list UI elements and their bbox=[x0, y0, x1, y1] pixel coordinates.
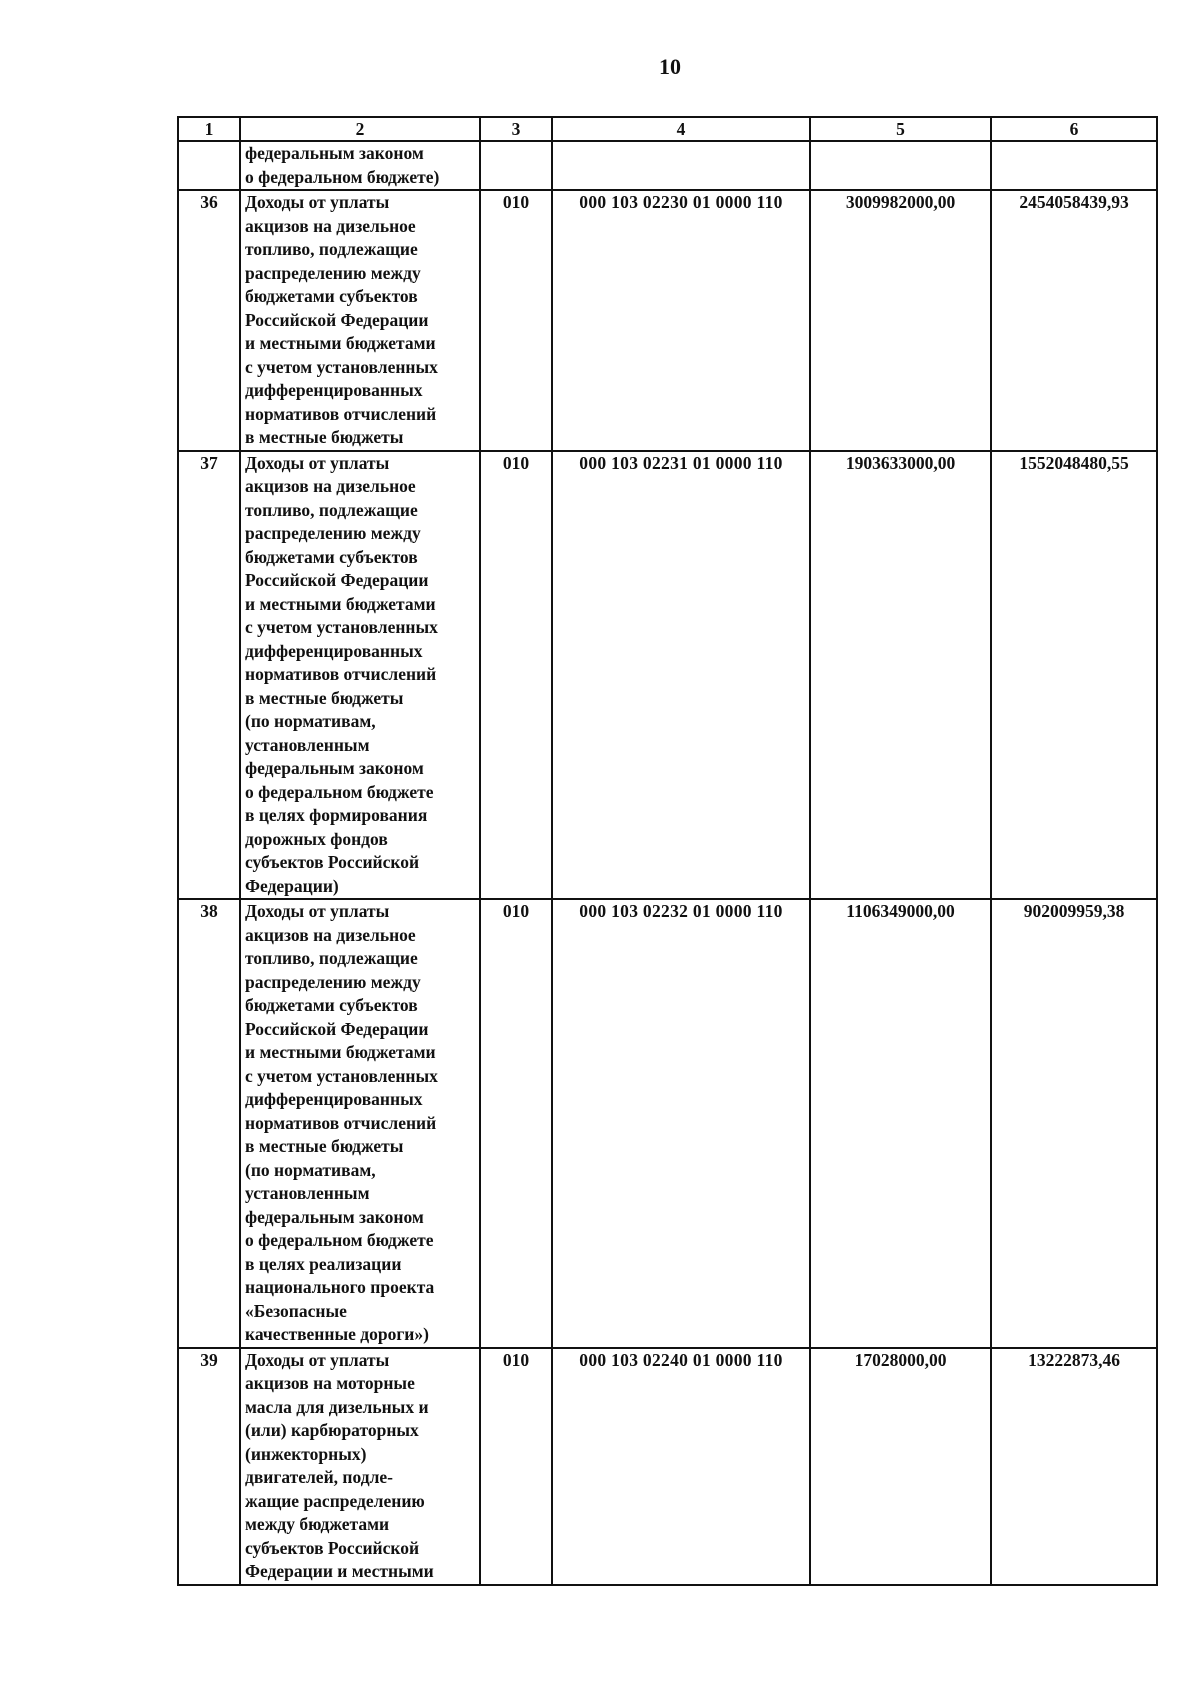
row-line-code: 010 bbox=[480, 1348, 552, 1585]
description-line: «Безопасные bbox=[245, 1300, 347, 1321]
description-line: и местными бюджетами bbox=[245, 593, 436, 614]
description-line: топливо, подлежащие bbox=[245, 239, 418, 259]
description-line: Доходы от уплаты bbox=[245, 192, 390, 212]
row-budget-classification-code: 000 103 02230 01 0000 110 bbox=[552, 190, 810, 451]
description-line: федеральным законом bbox=[245, 143, 424, 163]
description-line: дифференцированных bbox=[245, 380, 423, 400]
description-line: топливо, подлежащие bbox=[245, 948, 418, 968]
description-line: между бюджетами bbox=[245, 1514, 390, 1534]
row-budget-classification-code: 000 103 02231 01 0000 110 bbox=[552, 451, 810, 900]
description-line: (или) карбюраторных bbox=[245, 1420, 419, 1440]
description-line: дифференцированных bbox=[245, 640, 423, 661]
row-number: 37 bbox=[178, 451, 240, 900]
description-line: акцизов на дизельное bbox=[245, 476, 416, 496]
description-line: жащие распределению bbox=[245, 1490, 425, 1511]
description-line: масла для дизельных и bbox=[245, 1396, 429, 1417]
description-line: национального проекта bbox=[245, 1277, 435, 1297]
description-line: Российской Федерации bbox=[245, 570, 429, 590]
row-description bbox=[240, 190, 480, 451]
revenue-table bbox=[177, 116, 1158, 1586]
table-row bbox=[178, 190, 1157, 451]
description-line: нормативов отчислений bbox=[245, 1112, 437, 1133]
description-line: в целях формирования bbox=[245, 805, 428, 825]
column-header-1: 1 bbox=[178, 117, 240, 141]
description-line: Российской Федерации bbox=[245, 1018, 429, 1039]
description-line: в местные бюджеты bbox=[245, 687, 404, 708]
continuation-kbk-cell bbox=[552, 141, 810, 190]
continuation-code-cell bbox=[480, 141, 552, 190]
description-line: Доходы от уплаты bbox=[245, 452, 390, 473]
description-line: нормативов отчислений bbox=[245, 664, 437, 684]
description-line: качественные дороги») bbox=[245, 1324, 429, 1344]
description-line: Федерации) bbox=[245, 875, 339, 896]
description-line: в целях реализации bbox=[245, 1253, 402, 1274]
row-actual-amount: 1552048480,55 bbox=[991, 451, 1157, 900]
continuation-num-cell bbox=[178, 141, 240, 190]
description-line: субъектов Российской bbox=[245, 1537, 420, 1558]
column-header-6: 6 bbox=[991, 117, 1157, 141]
description-line: и местными бюджетами bbox=[245, 1042, 436, 1062]
row-number: 38 bbox=[178, 899, 240, 1348]
column-header-3: 3 bbox=[480, 117, 552, 141]
row-planned-amount: 17028000,00 bbox=[810, 1348, 991, 1585]
continuation-fact-cell bbox=[991, 141, 1157, 190]
continuation-plan-cell bbox=[810, 141, 991, 190]
row-planned-amount: 1903633000,00 bbox=[810, 451, 991, 900]
table-row bbox=[178, 451, 1157, 900]
description-line: установленным bbox=[245, 1183, 370, 1203]
continuation-row bbox=[178, 141, 1157, 190]
column-header-5: 5 bbox=[810, 117, 991, 141]
column-number-header-row bbox=[178, 117, 1157, 141]
description-line: и местными бюджетами bbox=[245, 333, 436, 353]
description-line: с учетом установленных bbox=[245, 617, 438, 637]
description-line: о федеральном бюджете) bbox=[245, 166, 440, 187]
description-line: акцизов на дизельное bbox=[245, 924, 416, 945]
description-line: распределению между bbox=[245, 971, 421, 992]
description-line: топливо, подлежащие bbox=[245, 499, 418, 520]
description-line: (по нормативам, bbox=[245, 1159, 376, 1180]
description-line: акцизов на дизельное bbox=[245, 215, 416, 236]
description-line: с учетом установленных bbox=[245, 356, 438, 377]
description-line: в местные бюджеты bbox=[245, 1136, 404, 1156]
description-line: Федерации и местными bbox=[245, 1561, 434, 1581]
row-number: 36 bbox=[178, 190, 240, 451]
row-line-code: 010 bbox=[480, 899, 552, 1348]
table-row bbox=[178, 1348, 1157, 1585]
description-line: (инжекторных) bbox=[245, 1443, 367, 1464]
description-line: (по нормативам, bbox=[245, 711, 376, 731]
description-line: в местные бюджеты bbox=[245, 427, 404, 447]
description-line: двигателей, подле- bbox=[245, 1467, 394, 1487]
row-actual-amount: 902009959,38 bbox=[991, 899, 1157, 1348]
description-line: о федеральном бюджете bbox=[245, 781, 434, 802]
row-budget-classification-code: 000 103 02240 01 0000 110 bbox=[552, 1348, 810, 1585]
description-line: установленным bbox=[245, 734, 370, 755]
description-line: распределению между bbox=[245, 523, 421, 543]
description-line: дорожных фондов bbox=[245, 828, 388, 849]
description-line: о федеральном бюджете bbox=[245, 1230, 434, 1250]
description-line: бюджетами субъектов bbox=[245, 546, 418, 567]
column-header-2: 2 bbox=[240, 117, 480, 141]
row-line-code: 010 bbox=[480, 451, 552, 900]
description-line: субъектов Российской bbox=[245, 852, 420, 872]
description-line: федеральным законом bbox=[245, 758, 424, 778]
row-description bbox=[240, 1348, 480, 1585]
row-line-code: 010 bbox=[480, 190, 552, 451]
description-line: распределению между bbox=[245, 262, 421, 283]
description-line: с учетом установленных bbox=[245, 1065, 438, 1086]
description-line: Доходы от уплаты bbox=[245, 901, 390, 921]
description-line: Доходы от уплаты bbox=[245, 1349, 390, 1370]
row-number: 39 bbox=[178, 1348, 240, 1585]
description-line: Российской Федерации bbox=[245, 309, 429, 330]
continuation-description bbox=[240, 141, 480, 190]
description-line: дифференцированных bbox=[245, 1089, 423, 1109]
row-planned-amount: 3009982000,00 bbox=[810, 190, 991, 451]
description-line: бюджетами субъектов bbox=[245, 995, 418, 1015]
row-planned-amount: 1106349000,00 bbox=[810, 899, 991, 1348]
row-description bbox=[240, 451, 480, 900]
description-line: федеральным законом bbox=[245, 1206, 424, 1227]
page-number: 10 bbox=[659, 54, 681, 79]
row-actual-amount: 13222873,46 bbox=[991, 1348, 1157, 1585]
description-line: акцизов на моторные bbox=[245, 1373, 415, 1393]
row-budget-classification-code: 000 103 02232 01 0000 110 bbox=[552, 899, 810, 1348]
row-description bbox=[240, 899, 480, 1348]
table-row bbox=[178, 899, 1157, 1348]
description-line: бюджетами субъектов bbox=[245, 286, 418, 306]
row-actual-amount: 2454058439,93 bbox=[991, 190, 1157, 451]
description-line: нормативов отчислений bbox=[245, 403, 437, 424]
column-header-4: 4 bbox=[552, 117, 810, 141]
